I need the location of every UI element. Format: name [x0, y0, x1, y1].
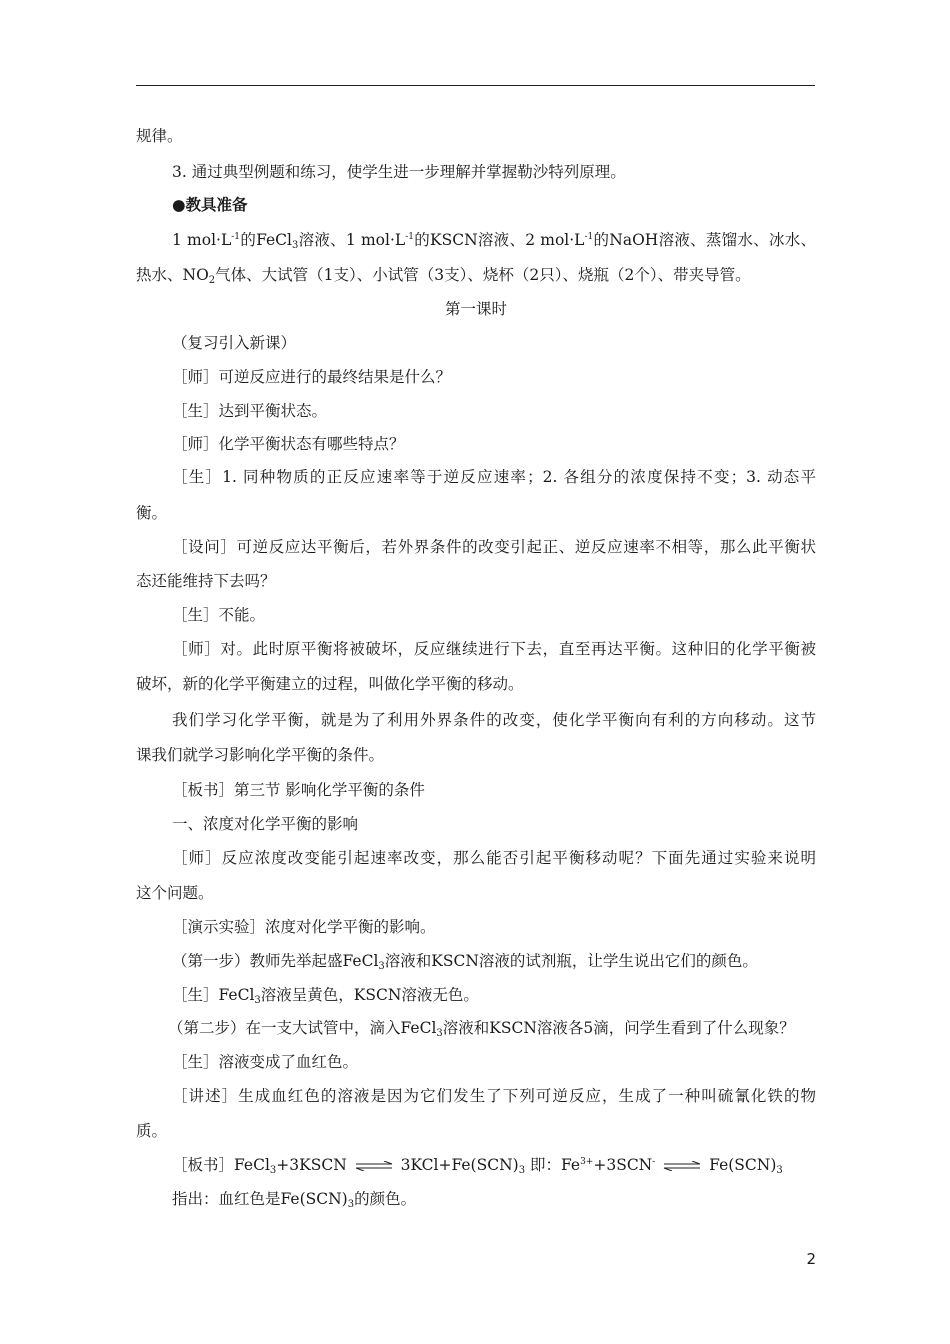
equation-line: ［板书］FeCl$_3$+3KSCN $3KCl+Fe(SCN)_3$ 即：$Fe^{3+}+3SCN^-$ $Fe(SCN)_3$ — [172, 1156, 783, 1176]
text-line: ［生］达到平衡状态。 — [172, 402, 328, 420]
text-line: ［生］溶液变成了血红色。 — [172, 1053, 359, 1071]
text-line: 这个问题。 — [136, 884, 214, 902]
page-number: 2 — [806, 1250, 816, 1268]
text-line: 我们学习化学平衡，就是为了利用外界条件的改变，使化学平衡向有利的方向移动。这节 — [172, 711, 816, 729]
text-line: 规律。 — [136, 127, 183, 145]
text-line: 1 $mol\cdot L^{-1}$的FeCl$_3$溶液、1 $mol\cdot L^{-1}$的KSCN溶液、2 $mol\cdot L^{-1}$的NaOH溶液、蒸馏水、冰水、 — [172, 231, 817, 251]
equilibrium-arrow-icon — [354, 1161, 394, 1171]
text-line: （第一步）教师先举起盛FeCl$_3$溶液和KSCN溶液的试剂瓶，让学生说出它们的颜色。 — [172, 952, 758, 972]
text-line: ［师］反应浓度改变能引起速率改变，那么能否引起平衡移动呢？下面先通过实验来说明 — [172, 849, 816, 867]
text-line: 质。 — [136, 1122, 168, 1140]
text-line: ［板书］第三节 影响化学平衡的条件 — [172, 781, 425, 799]
text-line: （第二步）在一支大试管中，滴入FeCl$_3$溶液和KSCN溶液各5滴，问学生看到了什么现象？ — [168, 1019, 795, 1039]
text-line: ［师］可逆反应进行的最终结果是什么？ — [172, 368, 452, 386]
text-line: ［讲述］生成血红色的溶液是因为它们发生了下列可逆反应，生成了一种叫硫氰化铁的物 — [172, 1087, 816, 1105]
text-line: ［生］不能。 — [172, 606, 266, 624]
text-line: ［演示实验］浓度对化学平衡的影响。 — [172, 918, 436, 936]
text-line: 课我们就学习影响化学平衡的条件。 — [136, 746, 385, 764]
lesson-title: 第一课时 — [444, 300, 507, 318]
text-line: ［生］FeCl$_3$溶液呈黄色，KSCN溶液无色。 — [172, 986, 479, 1006]
text-line: 热水、$NO_2$气体、大试管（1支）、小试管（3支）、烧杯（2只）、烧瓶（2个）、带夹导管。 — [136, 266, 751, 286]
text-line: ［设问］可逆反应达平衡后，若外界条件的改变引起正、逆反应速率不相等，那么此平衡状 — [172, 538, 816, 556]
header-rule — [136, 85, 815, 86]
text-line: 3. 通过典型例题和练习，使学生进一步理解并掌握勒沙特列原理。 — [172, 163, 626, 181]
text-line: 态还能维持下去吗？ — [136, 572, 276, 590]
text-line: ［师］对。此时原平衡将被破坏，反应继续进行下去，直至再达平衡。这种旧的化学平衡被 — [172, 640, 816, 658]
text-line: ［生］1. 同种物质的正反应速率等于逆反应速率；2. 各组分的浓度保持不变；3. 动态平 — [172, 468, 816, 486]
text-line: 破坏，新的化学平衡建立的过程，叫做化学平衡的移动。 — [136, 675, 524, 693]
equilibrium-arrow-icon — [662, 1161, 702, 1171]
text-line: 一、浓度对化学平衡的影响 — [172, 815, 359, 833]
text-line: 指出：血红色是$Fe(SCN)_3$的颜色。 — [172, 1190, 417, 1210]
text-line: 衡。 — [136, 504, 168, 522]
text-line: ［师］化学平衡状态有哪些特点？ — [172, 435, 405, 453]
text-line: （复习引入新课） — [172, 334, 297, 352]
section-heading: ●教具准备 — [172, 196, 248, 214]
